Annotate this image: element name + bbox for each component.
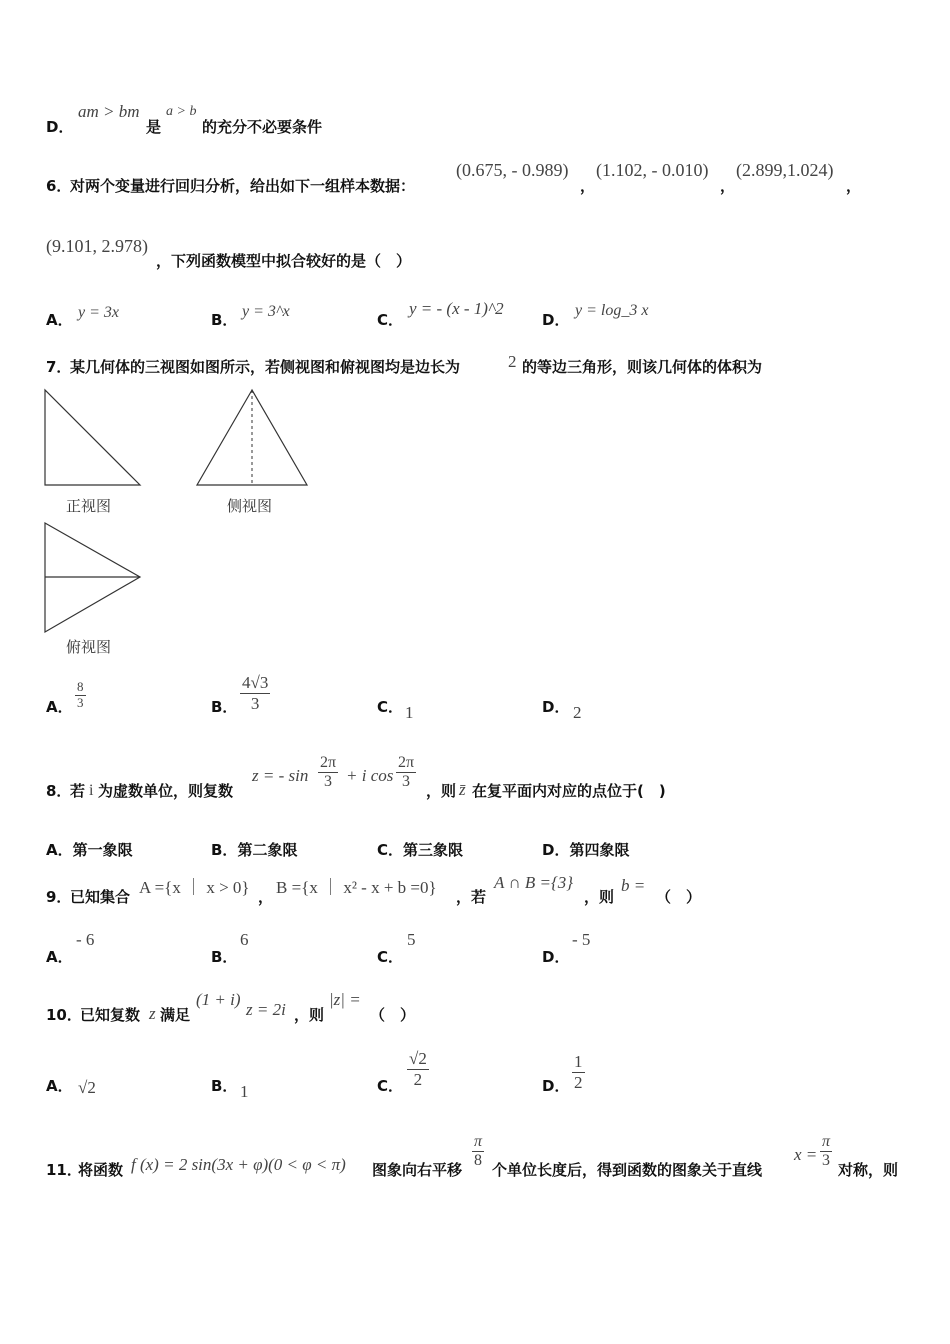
q9-set-a: A ={x ｜ x > 0} [139,878,250,897]
q9-text-4: （ ） [656,888,702,906]
q8-imag-unit: i [89,782,94,799]
q6-option-b-label: B． [211,311,238,329]
q10-z: z [149,1004,156,1023]
q6-option-d-label: D． [542,311,570,329]
q8-zbar: z̄ [459,780,466,799]
q7-option-a-den: 3 [77,694,84,710]
q7-option-a-num: 8 [77,679,84,694]
q6-point-3: (2.899,1.024) [736,160,834,180]
q5-option-d-label: D． [46,118,74,136]
q5-option-d-mid: 是 [146,118,162,136]
q8-option-b [211,839,297,860]
q5-option-d-tail: 的充分不必要条件 [202,118,323,136]
q11-line-num: π [820,1133,832,1152]
q8-option-d [542,839,629,860]
q11-shift-fraction [472,1133,484,1171]
q11-line-lhs: x = [794,1145,818,1164]
front-view-triangle [45,390,140,485]
q7-text-2: 的等边三角形，则该几何体的体积为 [522,358,763,376]
q10-option-c-fraction [407,1049,429,1089]
q7-option-b-label: B． [211,698,238,716]
side-view-caption: 侧视图 [227,499,273,515]
q6-comma-1: ， [580,177,596,195]
q7-option-c-value: 1 [405,703,414,722]
q8-frac-2-den: 3 [402,773,411,791]
q9-number: 9． [46,888,72,906]
q8-text-1: 若 [70,782,86,800]
q7-option-d-value: 2 [573,703,582,722]
q10-option-b-label: B． [211,1077,238,1095]
q6-comma-3: ， [846,177,862,195]
q9-b-eq: b = [621,876,646,895]
q8-text-4: 在复平面内对应的点位于( ) [472,782,666,800]
q8-number: 8． [46,782,72,800]
q9-option-b-label: B． [211,948,238,966]
q7-option-d-label: D． [542,698,570,716]
q9-text-3: ，则 [584,888,615,906]
q10-option-c-den: 2 [413,1069,423,1089]
q10-option-c-label: C． [377,1077,404,1095]
q8-plus-icos: + i cos [346,766,394,785]
q5-option-d-math1: am > bm [78,102,140,121]
q9-option-a-label: A． [46,948,73,966]
q6-option-a-label: A． [46,311,73,329]
q10-eq-2: z = 2i [246,1000,286,1019]
q10-option-d-num: 1 [574,1052,583,1071]
q7-option-a-fraction [75,680,86,711]
q11-text-4: 对称，则 [838,1161,899,1179]
q8-text-3: ，则 [426,782,457,800]
q6-option-b-value: y = 3^x [242,303,290,320]
q8-frac-1 [318,754,338,792]
q9-option-b-value: 6 [240,930,249,949]
q8-option-a-value: 第一象限 [72,841,133,859]
q8-option-d-label: D． [542,841,570,859]
q7-option-a-label: A． [46,698,73,716]
q11-text-3: 个单位长度后，得到函数的图象关于直线 [492,1161,763,1179]
q6-number: 6． [46,177,72,195]
q7-option-c-label: C． [377,698,404,716]
q6-option-d-value: y = log_3 x [575,302,649,319]
q7-option-b-num: 4√3 [242,673,269,692]
q9-comma: ， [258,888,274,906]
q10-number: 10． [46,1006,82,1024]
q9-intersection: A ∩ B ={3} [494,873,574,892]
q5-option-d-math2: a > b [166,104,197,119]
q8-option-b-label: B． [211,841,238,859]
q11-function: f (x) = 2 sin(3x + φ)(0 < φ < π) [131,1155,346,1174]
q8-frac-1-num: 2π [318,754,338,773]
q7-side-length: 2 [508,352,517,371]
q11-shift-num: π [472,1133,484,1152]
q9-set-b: B ={x ｜ x² - x + b =0} [276,878,437,897]
q11-line-den: 3 [822,1152,830,1170]
q8-option-a [46,839,133,860]
q8-text-2: 为虚数单位，则复数 [98,782,234,800]
q8-frac-2 [396,754,416,792]
q8-option-b-value: 第二象限 [237,841,298,859]
q7-number: 7． [46,358,72,376]
q10-text-2: 满足 [160,1006,191,1024]
q8-option-d-value: 第四象限 [569,841,630,859]
q8-option-c-value: 第三象限 [403,841,464,859]
top-view-caption: 俯视图 [66,640,112,656]
q6-text-2: ，下列函数模型中拟合较好的是（ ） [156,252,412,270]
q6-option-c-label: C． [377,311,404,329]
q10-option-d-den: 2 [574,1072,583,1092]
q11-number: 11． [46,1161,82,1179]
q6-option-a-value: y = 3x [78,304,119,321]
q8-frac-1-den: 3 [324,773,333,791]
q7-option-b-fraction [240,673,270,713]
q8-option-a-label: A． [46,841,73,859]
q9-option-c-label: C． [377,948,404,966]
q6-comma-2: ， [720,177,736,195]
q9-option-a-value: - 6 [76,930,95,949]
q6-point-4: (9.101, 2.978) [46,236,148,256]
q8-option-c-label: C． [377,841,404,859]
q10-eq-1: (1 + i) [196,990,241,1009]
q10-abs-z: |z| = [329,990,361,1009]
q10-option-c-num: √2 [409,1049,427,1068]
q10-text-1: 已知复数 [80,1006,141,1024]
q9-option-d-value: - 5 [572,930,591,949]
q6-point-2: (1.102, - 0.010) [596,160,709,180]
q9-text-2: ，若 [456,888,487,906]
q6-option-c-value: y = - (x - 1)^2 [409,299,504,318]
q8-frac-2-num: 2π [396,754,416,773]
q10-option-d-label: D． [542,1077,570,1095]
q8-z-lhs: z = - sin [252,766,309,785]
q9-option-d-label: D． [542,948,570,966]
q11-text-2: 图象向右平移 [372,1161,463,1179]
q10-option-b-value: 1 [240,1082,249,1101]
q11-shift-den: 8 [474,1152,482,1170]
q7-text-1: 某几何体的三视图如图所示，若侧视图和俯视图均是边长为 [70,358,461,376]
q10-option-a-label: A． [46,1077,73,1095]
q9-option-c-value: 5 [407,930,416,949]
q6-point-1: (0.675, - 0.989) [456,160,569,180]
q10-option-d-fraction [572,1052,585,1092]
q6-text-1: 对两个变量进行回归分析，给出如下一组样本数据： [70,177,416,195]
q10-text-4: （ ） [370,1006,416,1024]
q10-text-3: ，则 [294,1006,325,1024]
q11-line-fraction [820,1133,832,1171]
q9-text-1: 已知集合 [70,888,131,906]
q11-text-1: 将函数 [78,1161,124,1179]
q8-option-c [377,839,463,860]
front-view-caption: 正视图 [66,499,112,515]
q7-option-b-den: 3 [250,693,260,713]
q10-option-a-value: √2 [78,1078,96,1097]
